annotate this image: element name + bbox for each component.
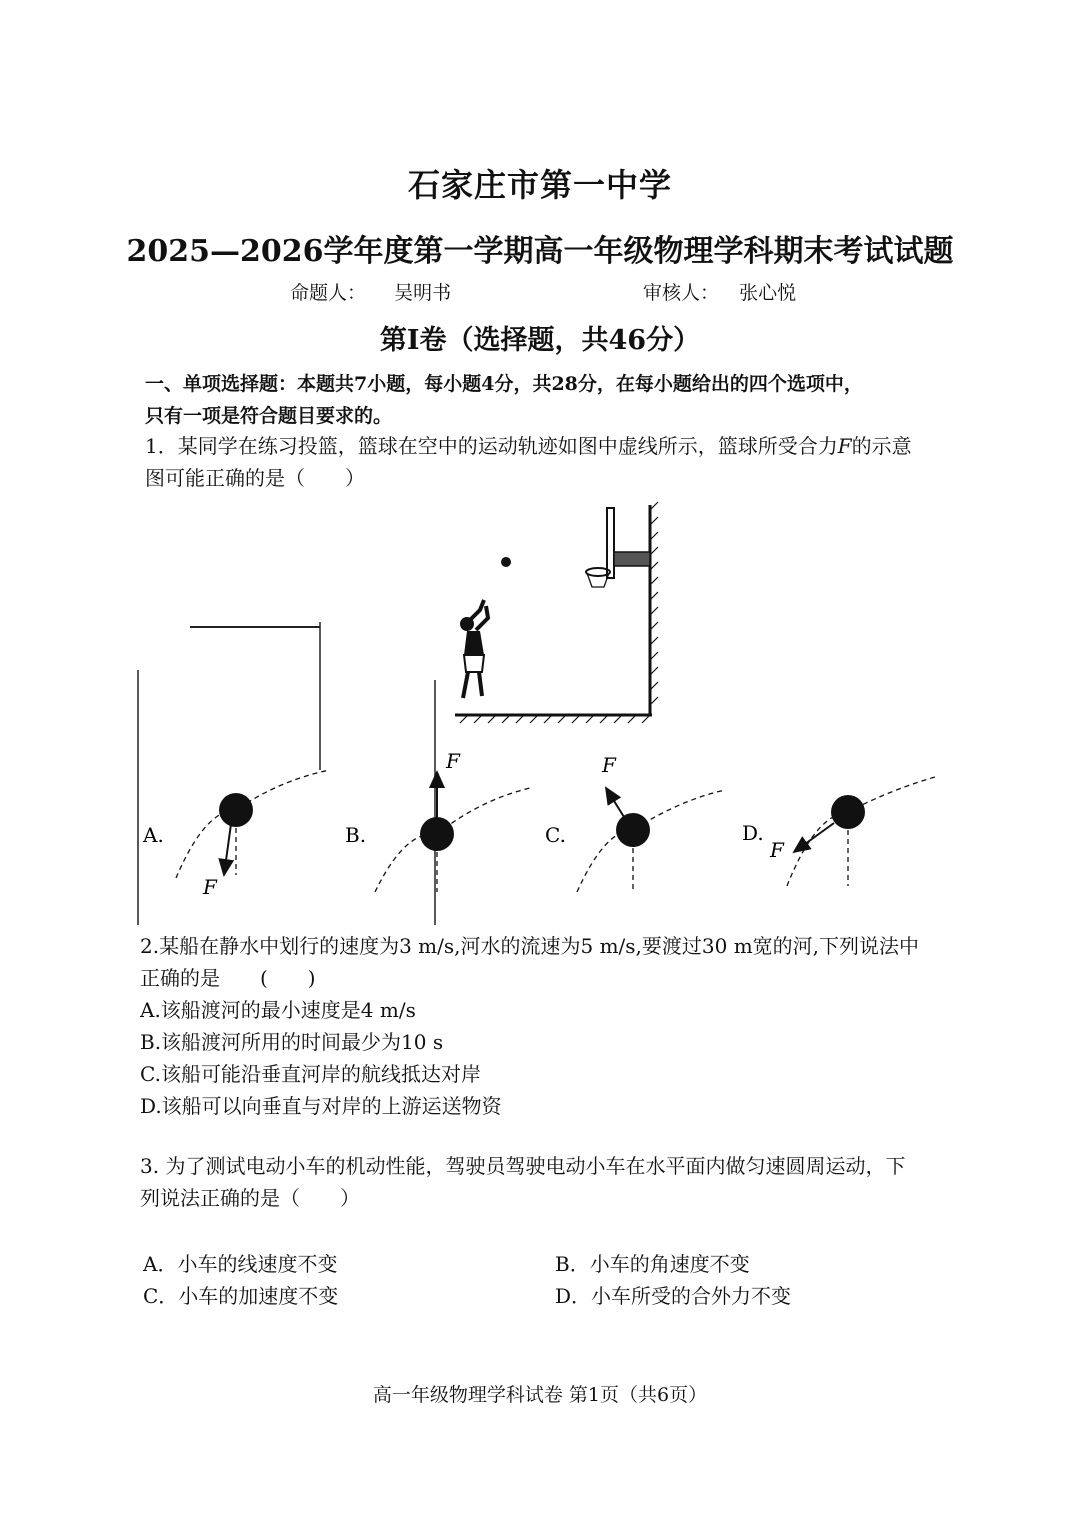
option-b-label: B. <box>345 823 367 847</box>
option-a-diagram <box>176 770 330 878</box>
section-heading <box>145 368 945 432</box>
option-d-diagram <box>787 777 935 886</box>
option-b-diagram <box>375 772 530 892</box>
option-b-force-label: F <box>446 749 460 773</box>
q2-option-a: A.该船渡河的最小速度是4 m/s <box>140 998 416 1022</box>
q1-stem-line1: 1．某同学在练习投篮，篮球在空中的运动轨迹如图中虚线所示，篮球所受合力 <box>145 434 838 458</box>
q3-option-a: A．小车的线速度不变 <box>143 1252 338 1276</box>
option-d-label: D. <box>742 821 764 845</box>
q3-stem-line1: 3. 为了测试电动小车的机动性能，驾驶员驾驶电动小车在水平面内做匀速圆周运动，下 <box>140 1154 906 1178</box>
q2-option-b: B.该船渡河所用的时间最少为10 s <box>140 1030 444 1054</box>
q2-stem-line2: 正确的是 ( ) <box>140 966 316 990</box>
section-heading-line1: 一、单项选择题：本题共7小题，每小题4分，共28分，在每小题给出的四个选项中， <box>145 373 863 395</box>
q1-force-symbol: F <box>837 434 852 458</box>
question-3-stem <box>140 1150 960 1214</box>
ball-b <box>420 817 454 851</box>
author-line <box>290 278 451 305</box>
ball-a <box>219 793 253 827</box>
reviewer-line <box>643 278 796 305</box>
q3-option-b: B．小车的角速度不变 <box>555 1252 750 1276</box>
q1-stem-line1-end: 的示意 <box>851 434 912 458</box>
option-c-force-label: F <box>602 753 616 777</box>
question-2 <box>140 930 960 1122</box>
author-label: 命题人： <box>290 282 367 304</box>
q3-option-d: D．小车所受的合外力不变 <box>555 1284 792 1308</box>
section-heading-line2: 只有一项是符合题目要求的。 <box>145 405 393 427</box>
page-footer: 高一年级物理学科试卷 第1页（共6页） <box>372 1384 708 1406</box>
q2-stem-line1: 2.某船在静水中划行的速度为3 m/s,河水的流速为5 m/s,要渡过30 m宽的河,下列说法中 <box>140 934 920 958</box>
option-a-force-label: F <box>203 875 217 899</box>
option-c-diagram <box>577 788 725 892</box>
q3-stem-line2: 列说法正确的是（ ） <box>140 1186 360 1210</box>
q3-option-c: C．小车的加速度不变 <box>143 1284 339 1308</box>
reviewer-name: 张心悦 <box>739 282 797 304</box>
q1-figure <box>0 490 1080 930</box>
school-name: 石家庄市第一中学 <box>407 166 672 204</box>
q2-option-c: C.该船可能沿垂直河岸的航线抵达对岸 <box>140 1062 481 1086</box>
basketball-scene <box>455 502 658 723</box>
ball-d <box>831 795 865 829</box>
ball-c <box>616 813 650 847</box>
volume-title: 第I卷（选择题，共46分） <box>379 325 701 356</box>
reviewer-label: 审核人： <box>643 282 720 304</box>
question-1-stem <box>145 430 945 494</box>
option-d-force-label: F <box>770 838 784 862</box>
q2-option-d: D.该船可以向垂直与对岸的上游运送物资 <box>140 1094 502 1118</box>
option-c-label: C. <box>545 823 566 847</box>
q1-stem-line2: 图可能正确的是（ ） <box>145 466 365 490</box>
option-a-label: A. <box>143 823 164 847</box>
author-name: 吴明书 <box>394 282 452 304</box>
exam-title: 2025—2026学年度第一学期高一年级物理学科期末考试试题 <box>126 234 954 269</box>
